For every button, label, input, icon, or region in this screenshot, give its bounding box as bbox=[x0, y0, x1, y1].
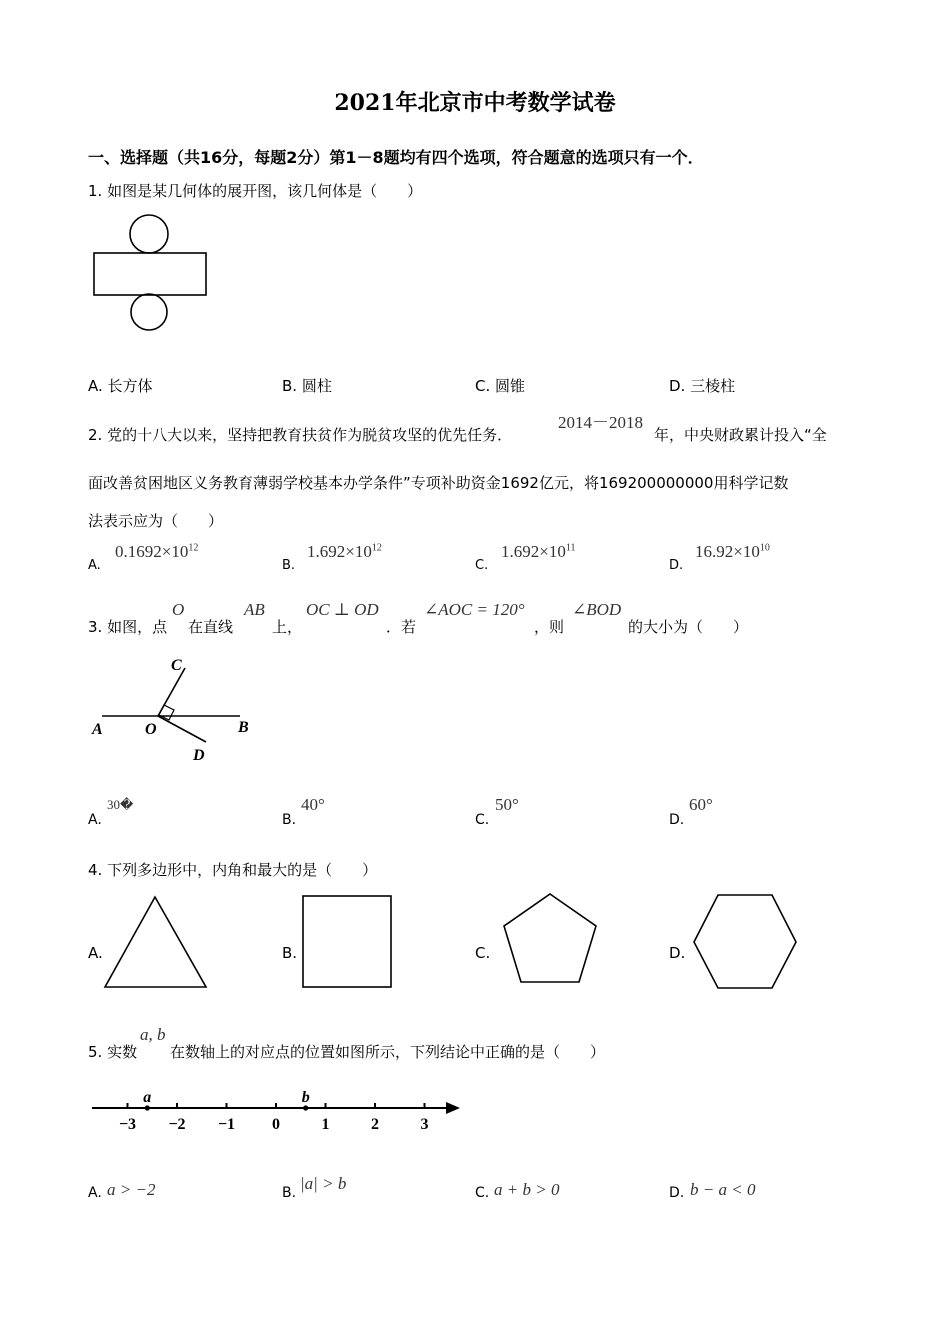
q1-option-b: B. 圆柱 bbox=[282, 377, 332, 395]
angle-diagram bbox=[88, 650, 258, 770]
triangle-shape bbox=[102, 893, 210, 991]
q3-line-ab: AB bbox=[244, 600, 265, 619]
q4-letter-c: C. bbox=[475, 944, 491, 962]
axis-tick-label: 2 bbox=[371, 1116, 379, 1133]
question-3-stem-a: 3. 如图，点 bbox=[88, 618, 168, 636]
number-line bbox=[88, 1080, 468, 1140]
label-a: A bbox=[92, 721, 103, 738]
q3-letter-b: B. bbox=[282, 812, 297, 828]
section-heading: 一、选择题（共16分，每题2分）第1－8题均有四个选项，符合题意的选项只有一个． bbox=[88, 148, 704, 167]
net-diagram bbox=[88, 210, 213, 335]
q3-letter-d: D. bbox=[669, 812, 685, 828]
q3-letter-a: A. bbox=[88, 812, 102, 828]
q2-option-b: $1.692\times 10^{12}$ bbox=[307, 542, 382, 561]
question-3-stem-f: 的大小为（ ） bbox=[628, 618, 749, 636]
q5-letter-a: A. bbox=[88, 1185, 102, 1201]
axis-arrow bbox=[446, 1102, 460, 1114]
q2-option-a: $0.1692\times 10^{12}$ bbox=[115, 542, 199, 561]
q3-point-o: O bbox=[172, 600, 185, 619]
q1-option-c: C. 圆锥 bbox=[475, 377, 526, 395]
q5-option-a: a > −2 bbox=[107, 1180, 156, 1199]
question-5-stem-a: 5. 实数 bbox=[88, 1043, 138, 1061]
q2-letter-c: C. bbox=[475, 558, 489, 573]
q3-angle-bod: ∠BOD bbox=[572, 600, 622, 619]
q3-angle-aoc: ∠AOC = 120° bbox=[424, 600, 525, 619]
point-a-label: a bbox=[143, 1089, 152, 1106]
q2-letter-a: A. bbox=[88, 558, 101, 573]
q2-letter-d: D. bbox=[669, 558, 684, 573]
axis-tick-label: −2 bbox=[168, 1116, 186, 1133]
axis-tick-label: 0 bbox=[272, 1116, 280, 1133]
q4-letter-a: A. bbox=[88, 944, 103, 962]
point-b-label: b bbox=[301, 1089, 310, 1106]
q5-option-d: b − a < 0 bbox=[690, 1180, 756, 1199]
q4-letter-d: D. bbox=[669, 944, 686, 962]
q3-option-d: 60° bbox=[689, 795, 713, 814]
q5-letter-d: D. bbox=[669, 1185, 685, 1201]
q3-option-b: 40° bbox=[301, 795, 325, 814]
q1-option-a: A. 长方体 bbox=[88, 377, 153, 395]
ray-od bbox=[158, 716, 206, 742]
q5-letter-c: C. bbox=[475, 1185, 490, 1201]
question-3-stem-c: 上， bbox=[272, 618, 303, 636]
q2-letter-b: B. bbox=[282, 558, 296, 573]
q4-letter-b: B. bbox=[282, 944, 298, 962]
q3-letter-c: C. bbox=[475, 812, 490, 828]
bottom-circle bbox=[131, 294, 167, 330]
q2-option-c: $1.692\times 10^{11}$ bbox=[501, 542, 576, 561]
question-2-line-3: 法表示应为（ ） bbox=[88, 512, 224, 530]
question-3-stem-d: ．若 bbox=[386, 618, 417, 636]
square-shape bbox=[300, 893, 396, 991]
pentagon-shape bbox=[500, 890, 600, 990]
question-4-stem: 4. 下列多边形中，内角和最大的是（ ） bbox=[88, 861, 378, 879]
question-2-line-2: 面改善贫困地区义务教育薄弱学校基本办学条件”专项补助资金1692亿元，将169200000000用科学记数 bbox=[88, 474, 789, 492]
hexagon-shape bbox=[690, 892, 800, 992]
question-2-stem-b: 年，中央财政累计投入“全 bbox=[654, 426, 827, 444]
q2-years: 2014－2018 bbox=[558, 413, 643, 432]
q1-option-d: D. 三棱柱 bbox=[669, 377, 736, 395]
label-b: B bbox=[238, 719, 249, 736]
net-rectangle bbox=[94, 253, 206, 295]
q5-variables: a, b bbox=[140, 1025, 166, 1044]
question-1-stem: 1. 如图是某几何体的展开图，该几何体是（ ） bbox=[88, 182, 423, 200]
q3-option-a: 30� bbox=[107, 797, 134, 812]
question-5-stem-b: 在数轴上的对应点的位置如图所示，下列结论中正确的是（ ） bbox=[170, 1043, 606, 1061]
q3-option-c: 50° bbox=[495, 795, 519, 814]
axis-tick-label: −3 bbox=[118, 1116, 137, 1133]
q5-letter-b: B. bbox=[282, 1185, 297, 1201]
question-3-stem-b: 在直线 bbox=[188, 618, 234, 636]
label-c: C bbox=[171, 657, 182, 674]
axis-tick-label: 3 bbox=[420, 1116, 429, 1133]
q3-perpendicular: OC ⊥ OD bbox=[306, 600, 379, 619]
q5-option-c: a + b > 0 bbox=[494, 1180, 560, 1199]
question-3-stem-e: ，则 bbox=[534, 618, 565, 636]
axis-tick-label: 1 bbox=[321, 1116, 330, 1133]
point-b bbox=[303, 1105, 308, 1110]
question-2-stem-a: 2. 党的十八大以来，坚持把教育扶贫作为脱贫攻坚的优先任务． bbox=[88, 426, 513, 444]
label-d: D bbox=[193, 747, 205, 764]
q2-option-d: $16.92\times 10^{10}$ bbox=[695, 542, 770, 561]
point-a bbox=[145, 1105, 150, 1110]
axis-tick-label: −1 bbox=[217, 1116, 236, 1133]
top-circle bbox=[130, 215, 168, 253]
label-o: O bbox=[145, 721, 157, 738]
q5-option-b: |a| > b bbox=[300, 1174, 347, 1193]
page-title: 2021年北京市中考数学试卷 bbox=[334, 90, 616, 116]
